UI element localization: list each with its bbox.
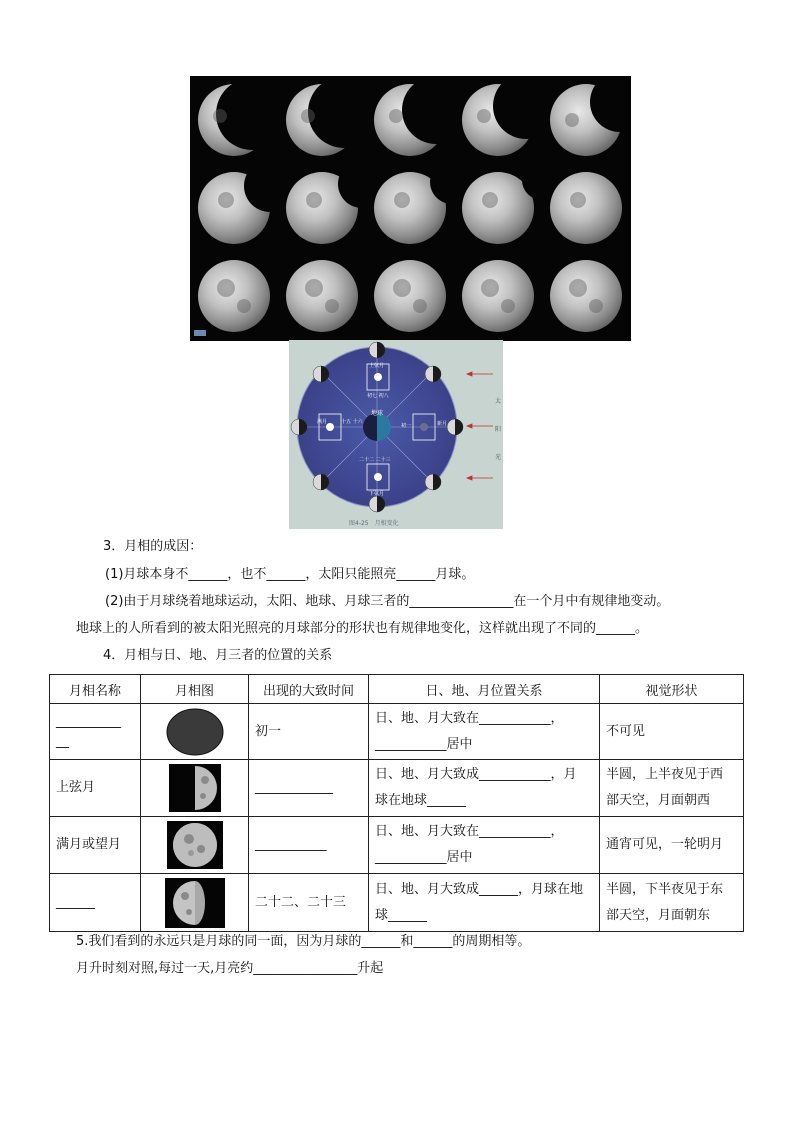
cell-image <box>141 760 249 817</box>
first-quarter-moon-icon <box>169 764 221 812</box>
cell-time: ___________ <box>249 817 369 874</box>
diagram-label-first-quarter-days: 初七 初八 <box>367 393 389 399</box>
moon-r2-3 <box>374 160 474 244</box>
cell-name: 满月或望月 <box>50 817 141 874</box>
moon-r3-3 <box>374 260 446 332</box>
cell-time: ____________ <box>249 760 369 817</box>
diagram-label-full: 满月 <box>317 419 328 425</box>
section3-line3: 地球上的人所看到的被太阳光照亮的月球部分的形状也有规律地变化，这样就出现了不同的______。 <box>76 621 649 636</box>
cell-shape <box>600 874 744 932</box>
moon-r3-5 <box>550 260 622 332</box>
shape-line2: 部天空，月面朝东 <box>606 907 711 923</box>
diagram-label-last-quarter-days: 二十二 二十三 <box>359 457 391 463</box>
moon-r1-1 <box>198 78 288 156</box>
moon-r1-2 <box>286 76 380 156</box>
section3-line2: (2)由于月球绕着地球运动，太阳、地球、月球三者的________________在一个月中有规律地变动。 <box>105 594 670 609</box>
diagram-label-last-quarter: 下弦月 <box>369 491 385 497</box>
full-moon-icon <box>167 821 223 869</box>
relation-line2: ___________居中 <box>375 850 473 865</box>
header-phase-image: 月相图 <box>141 675 249 704</box>
section3-heading: 3．月相的成因： <box>103 539 203 554</box>
cell-image <box>141 817 249 874</box>
cell-relation <box>369 760 600 817</box>
cell-name: 上弦月 <box>50 760 141 817</box>
new-moon-icon <box>166 708 224 756</box>
table-row <box>50 874 744 932</box>
header-phase-name: 月相名称 <box>50 675 141 704</box>
moon-r3-1 <box>198 260 270 332</box>
moon-r2-1 <box>198 160 296 244</box>
cell-shape: 不可见 <box>600 704 744 760</box>
moon-r3-4 <box>462 260 534 332</box>
section3-line1: (1)月球本身不______，也不______，太阳只能照亮______月球。 <box>105 567 475 582</box>
shape-line1: 半圆，下半夜见于东 <box>606 881 724 897</box>
moon-phase-photo-grid <box>190 76 631 341</box>
diagram-label-sun-3: 光 <box>495 454 502 461</box>
cell-time: 初一 <box>249 704 369 760</box>
cell-name: __________ __ <box>50 704 141 760</box>
cell-relation <box>369 817 600 874</box>
diagram-label-sun-2: 阳 <box>495 426 502 433</box>
relation-line2: 球在地球______ <box>375 793 467 808</box>
moon-r2-4 <box>462 160 562 244</box>
header-shape: 视觉形状 <box>600 675 744 704</box>
header-relation: 日、地、月位置关系 <box>369 675 600 704</box>
section5-line1: 5.我们看到的永远只是月球的同一面，因为月球的______和______的周期相等。 <box>76 934 531 949</box>
moon-phase-table <box>49 674 744 932</box>
cell-relation <box>369 874 600 932</box>
shape-line1: 半圆，上半夜见于西 <box>606 767 724 782</box>
moon-r1-5 <box>550 76 631 156</box>
relation-line1: 日、地、月大致成___________，月 <box>375 767 577 782</box>
relation-line1: 日、地、月大致成______，月球在地 <box>375 881 584 897</box>
table-row <box>50 704 744 760</box>
moon-photo-svg <box>190 76 631 341</box>
shape-line2: 部天空，月面朝西 <box>606 793 711 808</box>
moon-r1-4 <box>462 76 559 156</box>
moon-r3-2 <box>286 260 358 332</box>
moon-phase-diagram <box>289 340 503 529</box>
diagram-label-new-days: 初一 <box>401 423 412 429</box>
cell-image <box>141 704 249 760</box>
cell-shape <box>600 760 744 817</box>
relation-line1: 日、地、月大致在___________， <box>375 710 564 726</box>
moon-r1-3 <box>374 76 470 156</box>
table-row <box>50 817 744 874</box>
cell-image <box>141 874 249 932</box>
diagram-label-earth: 地球 <box>371 410 384 417</box>
relation-line2: ___________居中 <box>375 736 473 752</box>
photo-logo <box>194 330 206 336</box>
cell-relation <box>369 704 600 760</box>
relation-line2: 球______ <box>375 907 428 923</box>
section5-line2: 月升时刻对照,每过一天,月亮约________________升起 <box>76 961 384 976</box>
moon-r2-5 <box>550 160 631 244</box>
diagram-label-sun-1: 太 <box>495 398 502 405</box>
cell-shape: 通宵可见，一轮明月 <box>600 817 744 874</box>
diagram-label-full-days: 十五 十六 <box>341 419 363 425</box>
diagram-label-first-quarter: 上弦月 <box>369 363 385 369</box>
relation-line1: 日、地、月大致在___________， <box>375 824 564 839</box>
diagram-svg <box>289 340 503 529</box>
table-header-row <box>50 675 744 704</box>
cell-name: ______ <box>50 874 141 932</box>
header-time: 出现的大致时间 <box>249 675 369 704</box>
table-row <box>50 760 744 817</box>
section4-heading: 4．月相与日、地、月三者的位置的关系 <box>103 648 333 663</box>
diagram-label-new: 新月 <box>437 421 448 427</box>
diagram-caption: 图4-25 月相变化 <box>349 520 399 527</box>
moon-r2-2 <box>286 160 386 244</box>
last-quarter-moon-icon <box>165 878 225 928</box>
cell-time: 二十二、二十三 <box>249 874 369 932</box>
